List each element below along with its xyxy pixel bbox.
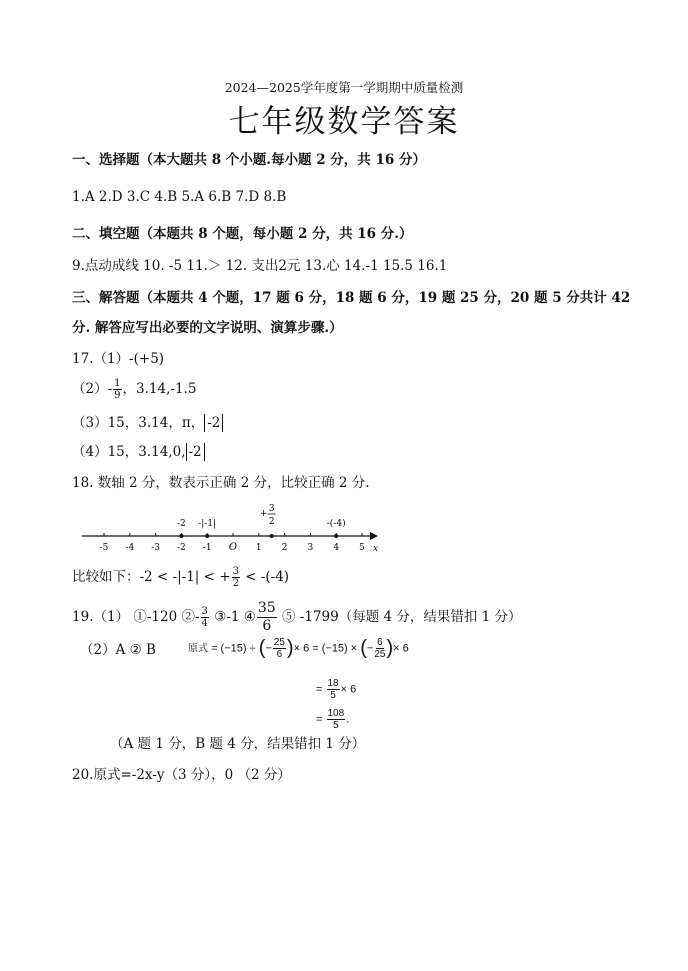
- q19-frac-1: [201, 606, 209, 629]
- q19-work-frac-18-5: [327, 678, 340, 701]
- number-line-point: [334, 534, 338, 538]
- q19-work-frac-25-6: [273, 637, 286, 660]
- q19-frac1-den: 4: [201, 618, 208, 629]
- section-1-answers: 1.A 2.D 3.C 4.B 5.A 6.B 7.D 8.B: [72, 189, 287, 205]
- q19-working-row1: 原式 = (−15) ÷ (− $\frac{25}{6}$ )× 6 = (−15) × (− $\frac{6}{25}$ )× 6: [188, 637, 409, 660]
- q19-work-row1-c: × 6: [393, 642, 409, 655]
- number-line-point: [270, 534, 274, 538]
- q19-work-eq: =: [316, 713, 323, 726]
- number-line-tick-label: 4: [333, 543, 340, 553]
- q18-comparison: [72, 566, 289, 589]
- q17-part4-abs: -2: [186, 443, 205, 461]
- number-line-tick-label: -3: [151, 543, 160, 553]
- q19-scoring: （A 题 1 分，B 题 4 分，结果错扣 1 分）: [110, 736, 366, 752]
- q17-part3-abs: -2: [204, 414, 223, 432]
- number-line-point: [205, 534, 209, 538]
- q17-frac-num: 1: [114, 378, 121, 389]
- q19-frac2-num: 35: [257, 600, 276, 616]
- section-3-heading-line2: 分. 解答应写出必要的文字说明、演算步骤.）: [72, 320, 343, 336]
- number-line-tick-label: -2: [177, 543, 186, 553]
- number-line-tick-label: O: [228, 542, 238, 553]
- right-paren-icon: ): [386, 637, 394, 659]
- point-label-minus-2: -2: [177, 519, 186, 529]
- q18-compare-prefix: 比较如下：-2 < -|-1| < +: [72, 569, 231, 585]
- section-2-answers: 9.点动成线 10. -5 11.＞ 12. 支出2元 13.心 14.-1 15.5 16.1: [72, 258, 448, 274]
- q19-frac2-den: 6: [262, 618, 272, 634]
- q19-working-row3: [316, 708, 349, 731]
- q19-work-frac-6-25: [374, 637, 385, 660]
- q17-part2-suffix: ，3.14,-1.5: [122, 381, 197, 397]
- number-line: [76, 498, 386, 560]
- number-line-arrow-icon: [370, 532, 378, 540]
- q19-part1-b: ③-1 ④: [209, 609, 256, 625]
- q18-compare-frac-den: 2: [232, 578, 239, 589]
- q19-work-frac1-num: 25: [273, 637, 285, 648]
- q19-work-frac4-num: 108: [327, 708, 345, 719]
- section-3-heading-line1: 三、解答题（本题共 4 个题，17 题 6 分，18 题 6 分，19 题 25 分，20 题 5 分共计 42: [72, 290, 631, 306]
- q19-working-row2: [316, 678, 356, 701]
- q18-compare-suffix: < -(-4): [240, 569, 290, 585]
- q17-frac-den: 9: [114, 390, 121, 401]
- q19-part2: （2）A ② B: [80, 642, 156, 658]
- q17-part3-prefix: （3）15，3.14，π，: [72, 415, 205, 431]
- left-paren-icon: (: [360, 637, 367, 659]
- q20-answer: 20.原式=-2x-y（3 分），0 （2 分）: [72, 767, 291, 783]
- q17-part2-prefix: （2）-: [72, 381, 113, 397]
- point-label-plus-sign: +: [259, 509, 268, 519]
- q19-work-frac4-den: 5: [333, 720, 339, 731]
- number-line-x-label: x: [373, 544, 379, 554]
- number-line-point: [179, 534, 183, 538]
- q17-fraction: [113, 378, 121, 401]
- number-line-tick-label: 3: [307, 543, 314, 553]
- q19-part1: [72, 600, 522, 635]
- number-line-point-labels: [177, 504, 346, 529]
- point-label-minus-minus-4: -(-4): [326, 519, 346, 529]
- point-label-frac-den: 2: [268, 517, 275, 527]
- q19-work-frac-108-5: [327, 708, 346, 731]
- q19-work-frac3-num: 18: [327, 678, 339, 689]
- right-paren-icon: ): [286, 637, 294, 659]
- q17-part3: [72, 414, 223, 432]
- q19-part1-c: ⑤ -1799（每题 4 分，结果错扣 1 分）: [277, 609, 522, 625]
- left-paren-icon: (: [258, 637, 266, 659]
- q19-work-frac3-den: 5: [330, 690, 336, 701]
- q17-part2: [72, 378, 196, 401]
- q19-frac-2: [257, 600, 277, 635]
- number-line-tick-label: -5: [99, 543, 109, 553]
- q18-scoring: 18. 数轴 2 分，数表示正确 2 分，比较正确 2 分.: [72, 475, 370, 491]
- q17-part4: [72, 443, 205, 461]
- number-line-tick-label: 2: [281, 543, 288, 553]
- q19-work-frac2-den: 25: [374, 649, 386, 660]
- point-label-frac-num: 3: [268, 504, 275, 514]
- q19-work-row2-suffix: × 6: [340, 683, 357, 696]
- number-line-tick-label: -4: [125, 543, 135, 553]
- q18-compare-frac-num: 3: [232, 566, 239, 577]
- q19-work-label: 原式: [188, 643, 208, 655]
- q19-work-frac1-den: 6: [276, 649, 283, 660]
- q19-work-frac2-num: 6: [377, 637, 383, 648]
- number-line-tick-label: 1: [255, 543, 262, 553]
- q19-work-period: .: [346, 713, 350, 726]
- number-line-tick-label: 5: [359, 543, 365, 553]
- q17-part1: 17.（1）-(+5): [72, 351, 165, 367]
- q19-work-row1-b: × 6 = (−15) ×: [293, 642, 361, 655]
- q19-work-eq: =: [316, 683, 323, 696]
- q19-part1-a: 19.（1） ①-120 ②-: [72, 609, 200, 625]
- point-label-minus-abs-minus-1: -|-1|: [198, 519, 217, 529]
- q19-work-row1-a: = (−15) ÷: [211, 642, 259, 655]
- q17-part4-prefix: （4）15，3.14,0,: [72, 444, 186, 460]
- q18-compare-fraction: [232, 566, 240, 589]
- page-title: 七年级数学答案: [228, 104, 460, 140]
- section-2-heading: 二、填空题（本题共 8 个题，每小题 2 分，共 16 分.）: [72, 226, 413, 242]
- section-1-heading: 一、选择题（本大题共 8 个小题.每小题 2 分，共 16 分）: [72, 152, 426, 168]
- number-line-tick-label: -1: [202, 543, 212, 553]
- q19-frac1-num: 3: [201, 606, 208, 617]
- exam-subtitle: 2024—2025学年度第一学期期中质量检测: [224, 80, 464, 95]
